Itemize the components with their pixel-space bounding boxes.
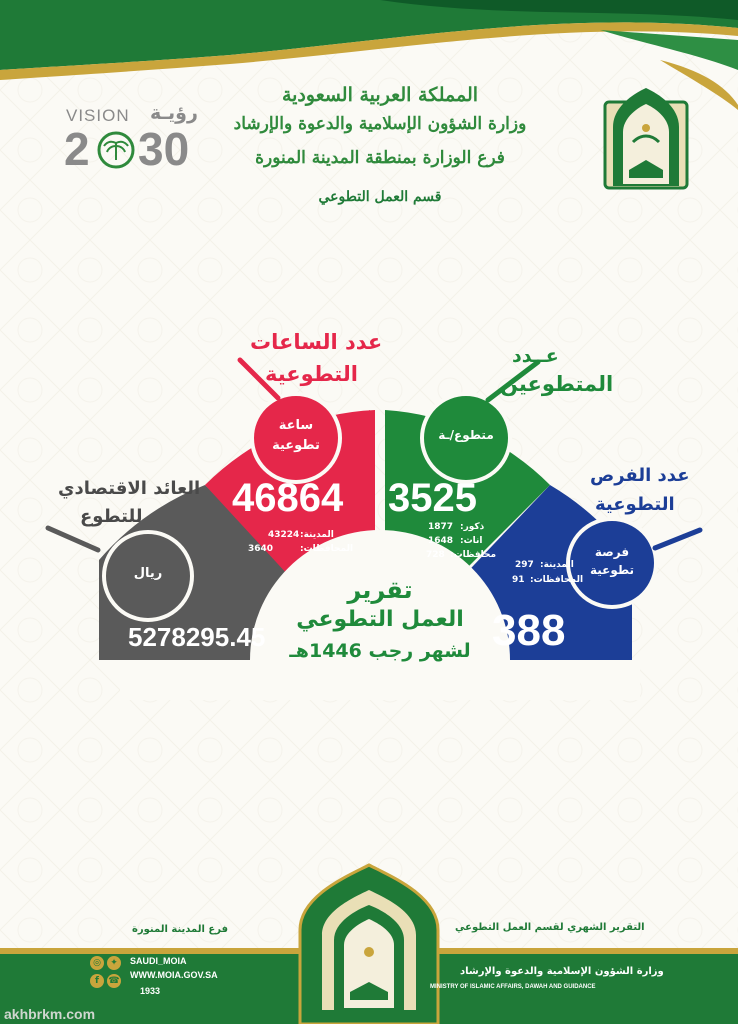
- opportunities-value: 388: [492, 606, 566, 655]
- volunteers-value: 3525: [388, 476, 477, 520]
- volunteers-title-2: المتطوعين: [500, 372, 614, 396]
- header-line-2: وزارة الشؤون الإسلامية والدعوة والإرشاد: [233, 114, 527, 134]
- opportunities-gov-label: المحافظات:: [530, 575, 584, 585]
- vision-arabic: رؤيـة: [150, 102, 198, 124]
- hours-unit-2: تطوعية: [272, 438, 320, 453]
- opportunities-title-2: التطوعية: [595, 494, 675, 515]
- footer-website[interactable]: WWW.MOIA.GOV.SA: [130, 970, 218, 980]
- economic-title-2: للتطوع: [80, 506, 143, 527]
- opportunities-gov-value: 91: [512, 575, 525, 585]
- vision-year-right: 30: [138, 123, 190, 175]
- hours-gov-value: 3640: [248, 544, 274, 554]
- header-line-3: فرع الوزارة بمنطقة المدينة المنورة: [255, 148, 505, 168]
- footer-phone[interactable]: 1933: [140, 986, 161, 996]
- hours-unit-1: ساعة: [278, 418, 314, 433]
- hours-title-1: عدد الساعات: [250, 330, 383, 354]
- vision-word: VISION: [66, 106, 130, 125]
- snapchat-icon[interactable]: ◎: [90, 956, 104, 970]
- header-line-1: المملكة العربية السعودية: [281, 84, 479, 106]
- volunteers-gov-label: محافظات:: [450, 550, 497, 560]
- volunteers-male-value: 1877: [428, 522, 454, 532]
- footer-left-caption: فرع المدينة المنورة: [132, 924, 229, 935]
- watermark: akhbrkm.com: [4, 1006, 96, 1022]
- footer-banner: [0, 860, 738, 1024]
- volunteers-unit: متطوع/ـة: [438, 428, 494, 442]
- footer-ministry-ar: وزارة الشؤون الإسلامية والدعوة والإرشاد: [460, 966, 664, 977]
- opportunities-unit-2: تطوعية: [589, 563, 635, 577]
- hours-city-value: 43224: [268, 530, 300, 540]
- footer-social-handle[interactable]: SAUDI_MOIA: [130, 956, 187, 966]
- facebook-icon[interactable]: f: [90, 974, 104, 988]
- hours-city-label: المدينة:: [300, 530, 334, 540]
- opportunities-city-value: 297: [515, 560, 534, 570]
- volunteers-title-1: عــدد: [512, 345, 559, 367]
- hours-gov-label: المحافظات:: [300, 544, 354, 554]
- footer-ministry-en: MINISTRY OF ISLAMIC AFFAIRS, DAWAH AND GUIDANCE: [430, 984, 596, 990]
- report-line-3: لشهر رجب 1446هـ: [289, 640, 471, 662]
- opportunities-unit-1: فرصة: [594, 545, 630, 559]
- opportunities-title-1: عدد الفرص: [590, 465, 690, 486]
- volunteers-male-label: ذكور:: [460, 522, 485, 532]
- twitter-icon[interactable]: ✦: [107, 956, 121, 970]
- footer-right-caption: التقرير الشهري لقسم العمل التطوعي: [455, 922, 645, 933]
- volunteers-gov-value: 728: [426, 550, 445, 560]
- volunteers-female-value: 1648: [428, 536, 454, 546]
- report-line-2: العمل التطوعي: [296, 607, 464, 632]
- economic-unit: ريال: [133, 566, 163, 581]
- economic-title-1: العائد الاقتصادي: [58, 478, 201, 499]
- social-icons: [90, 956, 124, 992]
- opportunities-city-label: المدينة:: [540, 560, 574, 570]
- phone-icon[interactable]: ☎: [108, 976, 120, 986]
- header-line-4: قسم العمل التطوعي: [318, 189, 442, 205]
- report-line-1: تقرير: [347, 576, 413, 604]
- economic-value: 5278295.45: [128, 622, 266, 652]
- volunteers-female-label: اناث:: [460, 536, 483, 546]
- hours-title-2: التطوعية: [265, 362, 358, 386]
- hours-value: 46864: [232, 476, 344, 520]
- vision-year-left: 2: [64, 123, 90, 175]
